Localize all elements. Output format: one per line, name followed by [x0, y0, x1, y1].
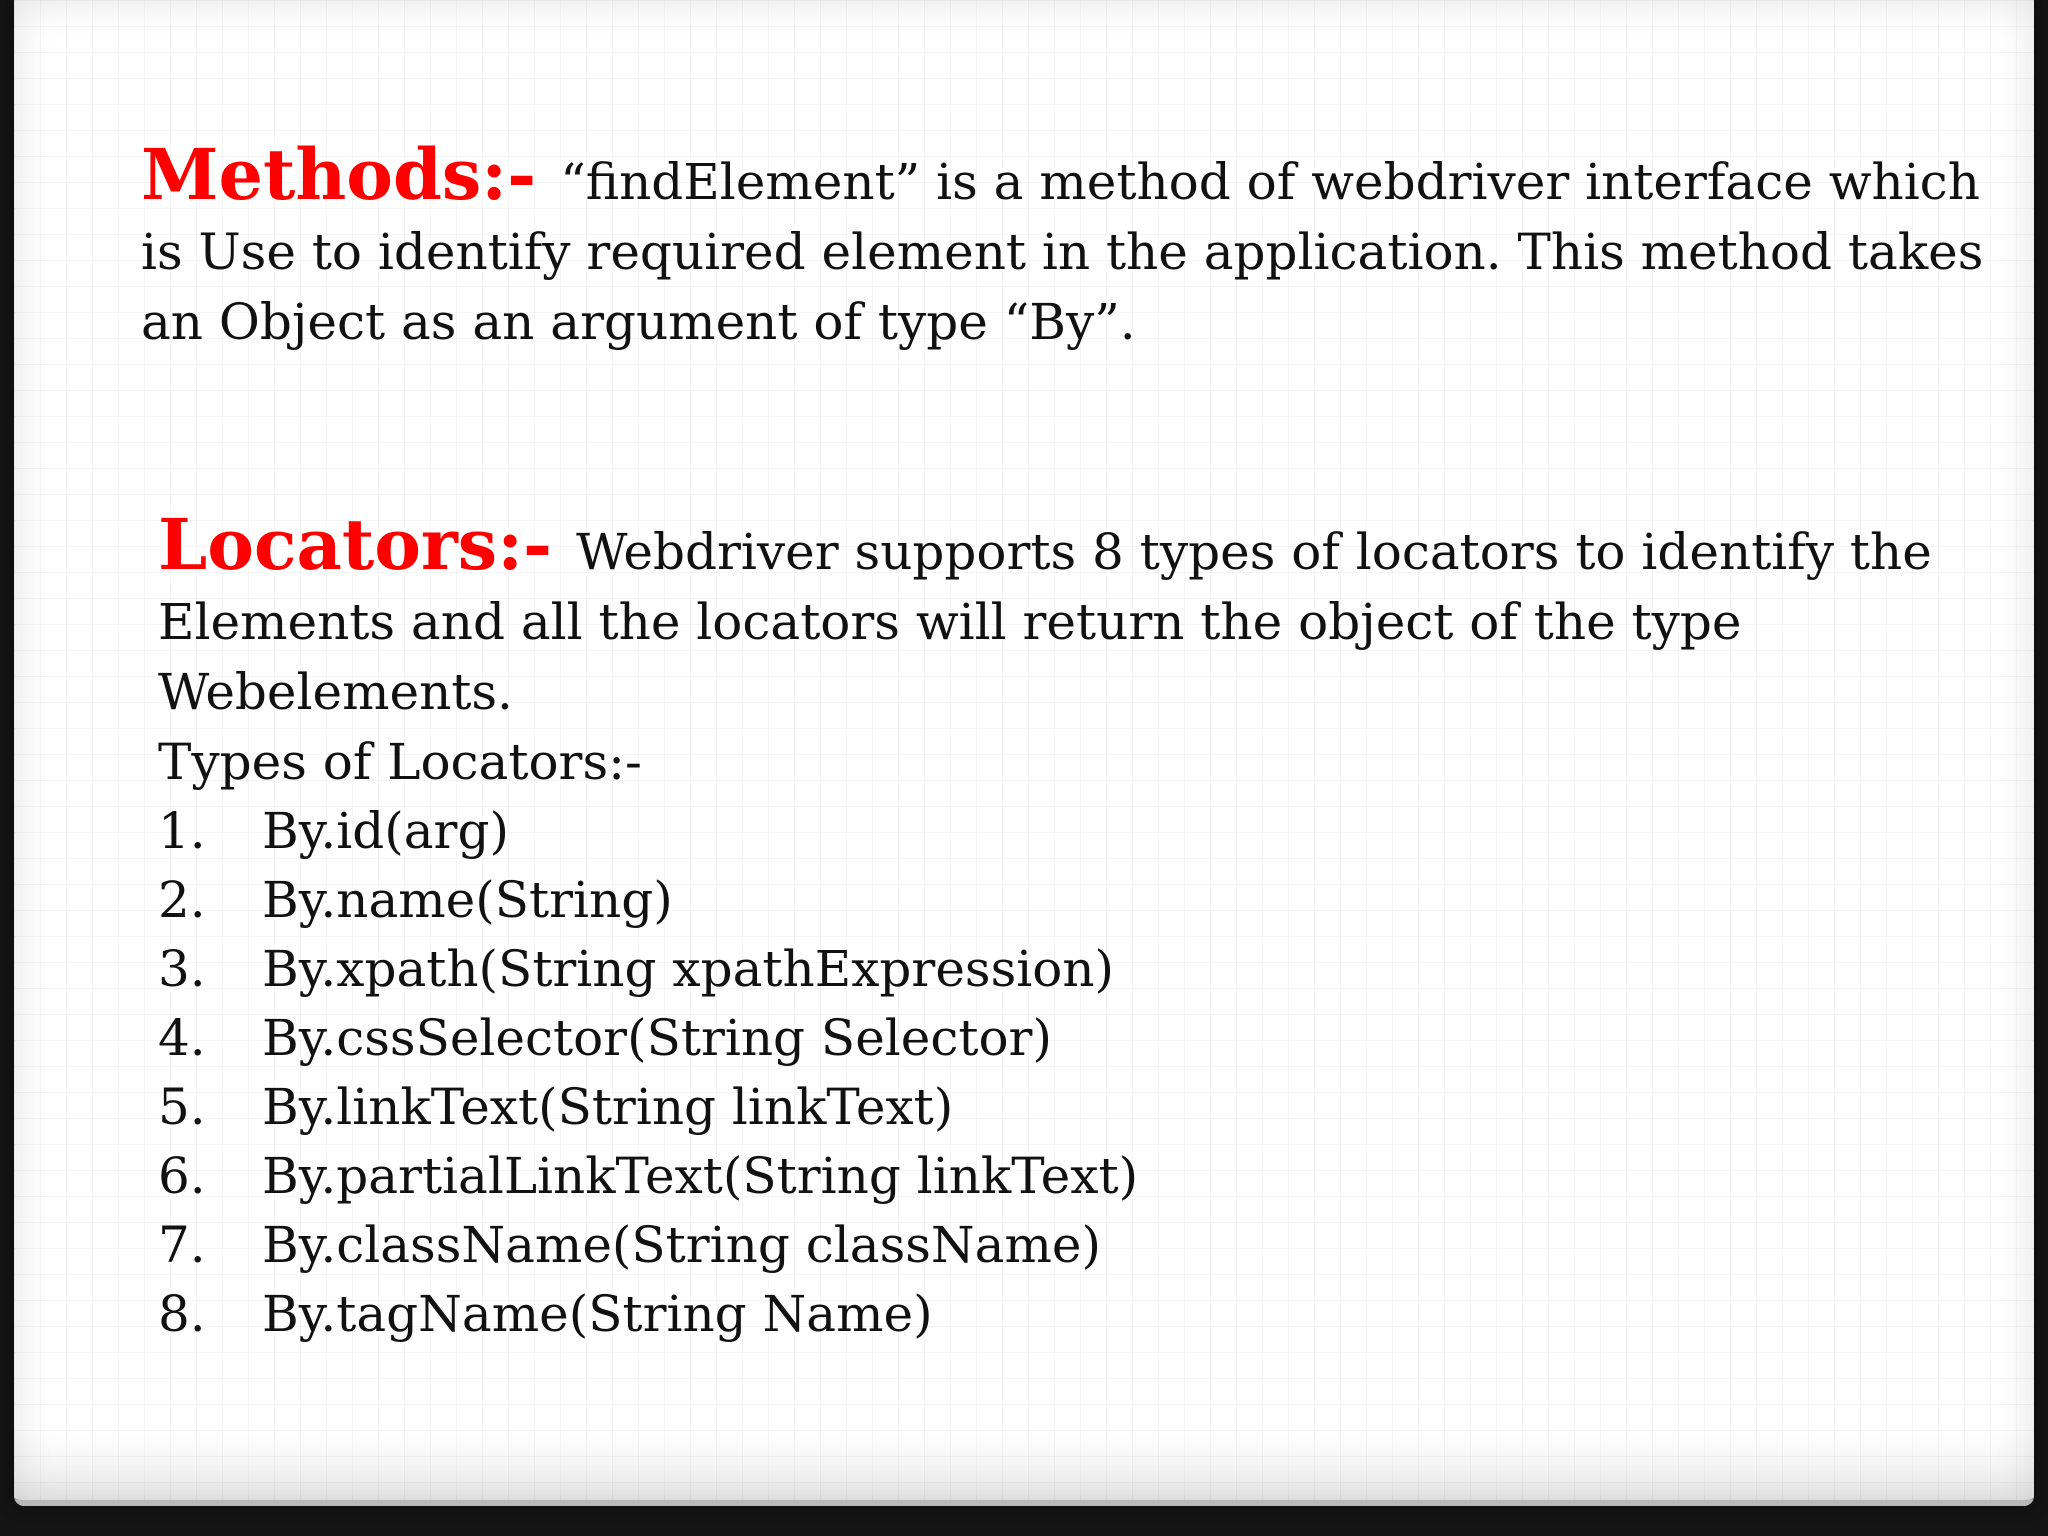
locator-list: [158, 797, 2018, 1349]
list-item: [158, 1280, 2018, 1349]
list-item: [158, 797, 2018, 866]
list-item-text: By.xpath(String xpathExpression): [262, 940, 1115, 998]
list-item: [158, 935, 2018, 1004]
list-item-text: By.className(String className): [262, 1216, 1101, 1274]
list-item-number: 7.: [158, 1216, 206, 1274]
list-item: [158, 1004, 2018, 1073]
methods-heading: Methods:-: [141, 133, 537, 216]
list-item: [158, 1073, 2018, 1142]
locators-section: [158, 503, 2018, 1349]
list-item-text: By.name(String): [262, 871, 673, 929]
list-item-number: 1.: [158, 802, 206, 860]
list-item-number: 6.: [158, 1147, 206, 1205]
types-of-locators-title: Types of Locators:-: [158, 733, 642, 791]
list-item-number: 8.: [158, 1285, 206, 1343]
methods-body: “findElement” is a method of webdriver interface which is Use to identify required element in the application. This method takes an Object as an argument of type “By”.: [141, 153, 1984, 351]
list-item-number: 5.: [158, 1078, 206, 1136]
list-item-text: By.partialLinkText(String linkText): [262, 1147, 1139, 1205]
list-item-number: 4.: [158, 1009, 206, 1067]
locators-heading: Locators:-: [158, 503, 553, 586]
slide: [14, 0, 2034, 1506]
methods-section: [141, 133, 2021, 357]
methods-paragraph: [141, 133, 2021, 357]
list-item-text: By.id(arg): [262, 802, 509, 860]
list-item-text: By.linkText(String linkText): [262, 1078, 954, 1136]
locators-body: Webdriver supports 8 types of locators to identify the Elements and all the locators will return the object of the type Webelements.: [158, 523, 1932, 721]
list-item-text: By.cssSelector(String Selector): [262, 1009, 1052, 1067]
locators-paragraph: [158, 503, 2018, 727]
list-item-number: 2.: [158, 871, 206, 929]
list-item: [158, 1211, 2018, 1280]
list-item-number: 3.: [158, 940, 206, 998]
list-item: [158, 866, 2018, 935]
list-item: [158, 1142, 2018, 1211]
list-item-text: By.tagName(String Name): [262, 1285, 933, 1343]
